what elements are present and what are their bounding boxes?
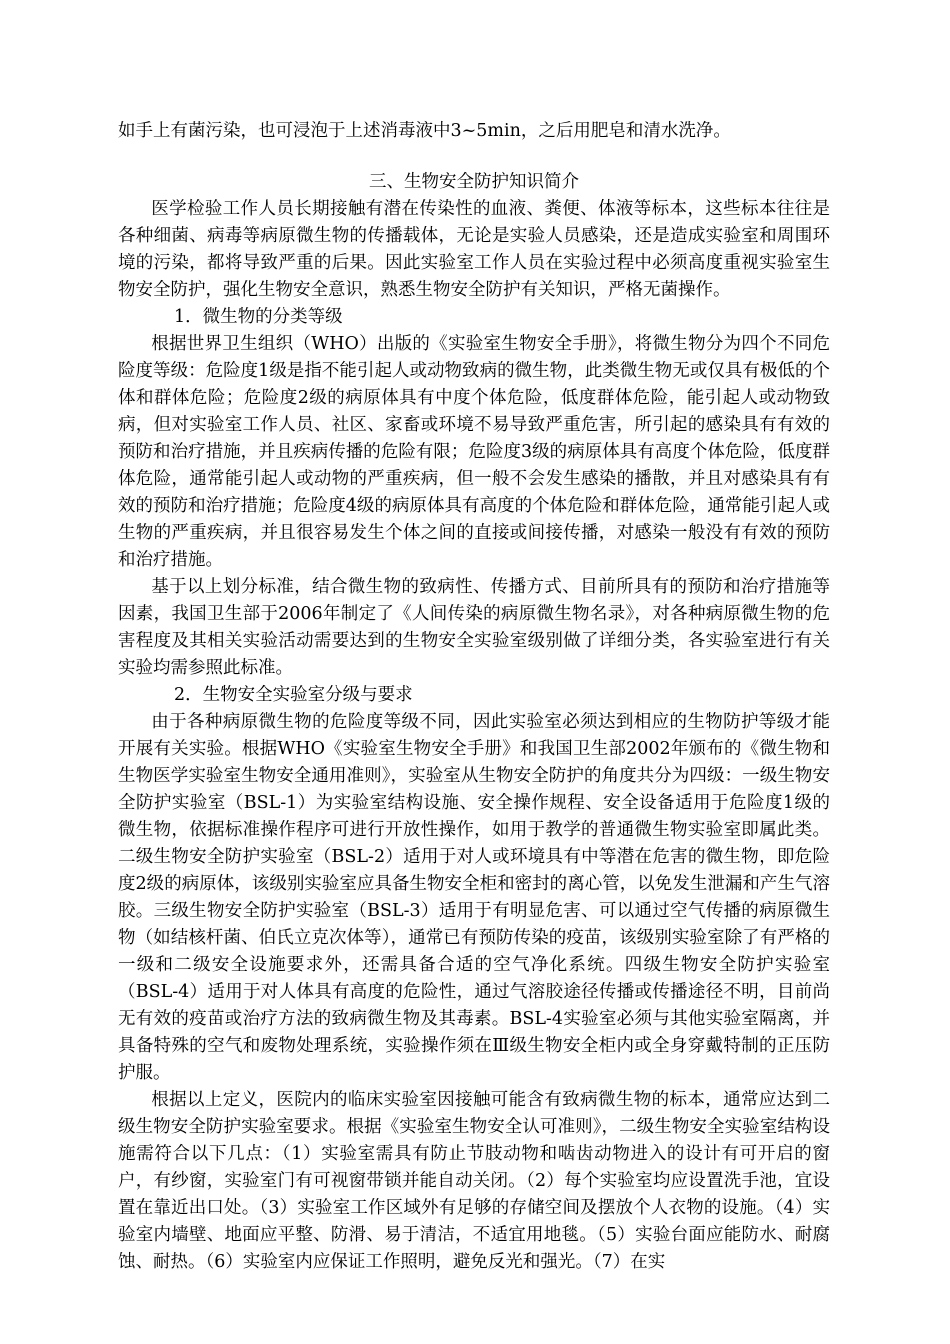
subsection-1-title: 1．微生物的分类等级 bbox=[174, 307, 343, 327]
subsection-2-paragraph-1: 由于各种病原微生物的危险度等级不同，因此实验室必须达到相应的生物防护等级才能开展有关实验。根据WHO《实验室生物安全手册》和我国卫生部2002年颁布的《微生物和生物医学实验室生物安全通用准则》，实验室从生物安全防护的角度共分为四级：一级生物安全防护实验室（BSL-1）为实验室结构设施、安全操作规程、安全设备适用于危险度1级的微生物，依据标准操作程序可进行开放性操作，如用于教学的普通微生物实验室即属此类。二级生物安全防护实验室（BSL-2）适用于对人或环境具有中等潜在危害的微生物，即危险度2级的病原体，该级别实验室应具备生物安全柜和密封的离心管，以免发生泄漏和产生气溶胶。三级生物安全防护实验室（BSL-3）适用于有明显危害、可以通过空气传播的病原微生物（如结核杆菌、伯氏立克次体等），通常已有预防传染的疫苗，该级别实验室除了有严格的一级和二级安全设施要求外，还需具备合适的空气净化系统。四级生物安全防护实验室（BSL-4）适用于对人体具有高度的危险性，通过气溶胶途径传播或传播途径不明，目前尚无有效的疫苗或治疗方法的致病微生物及其毒素。BSL-4实验室必须与其他实验室隔离，并具备特殊的空气和废物处理系统，实验操作须在Ⅲ级生物安全柜内或全身穿戴特制的正压防护服。 bbox=[118, 712, 830, 1083]
subsection-2-paragraph-2: 根据以上定义，医院内的临床实验室因接触可能含有致病微生物的标本，通常应达到二级生物安全防护实验室要求。根据《实验室生物安全认可准则》，二级生物安全实验室结构设施需符合以下几点：（1）实验室需具有防止节肢动物和啮齿动物进入的设计有可开启的窗户，有纱窗，实验室门有可视窗带锁并能自动关闭。（2）每个实验室均应设置洗手池，宜设置在靠近出口处。（3）实验室工作区域外有足够的存储空间及摆放个人衣物的设施。（4）实验室内墙壁、地面应平整、防滑、易于清洁，不适宜用地毯。（5）实验台面应能防水、耐腐蚀、耐热。（6）实验室内应保证工作照明，避免反光和强光。（7）在实 bbox=[118, 1090, 830, 1272]
opening-line: 如手上有菌污染，也可浸泡于上述消毒液中3~5min，之后用肥皂和清水洗净。 bbox=[118, 121, 731, 141]
section-title: 三、生物安全防护知识简介 bbox=[369, 172, 579, 192]
intro-paragraph: 医学检验工作人员长期接触有潜在传染性的血液、粪便、体液等标本，这些标本往往是各种细菌、病毒等病原微生物的传播载体，无论是实验人员感染，还是造成实验室和周围环境的污染，都将导致严重的后果。因此实验室工作人员在实验过程中必须高度重视实验室生物安全防护，强化生物安全意识，熟悉生物安全防护有关知识，严格无菌操作。 bbox=[118, 199, 830, 300]
subsection-1-paragraph-2: 基于以上划分标准，结合微生物的致病性、传播方式、目前所具有的预防和治疗措施等因素，我国卫生部于2006年制定了《人间传染的病原微生物名录》，对各种病原微生物的危害程度及其相关实验活动需要达到的生物安全实验室级别做了详细分类，各实验室进行有关实验均需参照此标准。 bbox=[118, 577, 830, 678]
subsection-1-paragraph-1: 根据世界卫生组织（WHO）出版的《实验室生物安全手册》，将微生物分为四个不同危险度等级：危险度1级是指不能引起人或动物致病的微生物，此类微生物无或仅具有极低的个体和群体危险；危险度2级的病原体具有中度个体危险，低度群体危险，能引起人或动物致病，但对实验室工作人员、社区、家畜或环境不易导致严重危害，所引起的感染具有有效的预防和治疗措施，并且疾病传播的危险有限；危险度3级的病原体具有高度个体危险，低度群体危险，通常能引起人或动物的严重疾病，但一般不会发生感染的播散，并且对感染具有有效的预防和治疗措施；危险度4级的病原体具有高度的个体危险和群体危险，通常能引起人或生物的严重疾病，并且很容易发生个体之间的直接或间接传播，对感染一般没有有效的预防和治疗措施。 bbox=[118, 334, 830, 570]
document-page bbox=[118, 118, 830, 1276]
subsection-2-title: 2．生物安全实验室分级与要求 bbox=[174, 685, 413, 705]
